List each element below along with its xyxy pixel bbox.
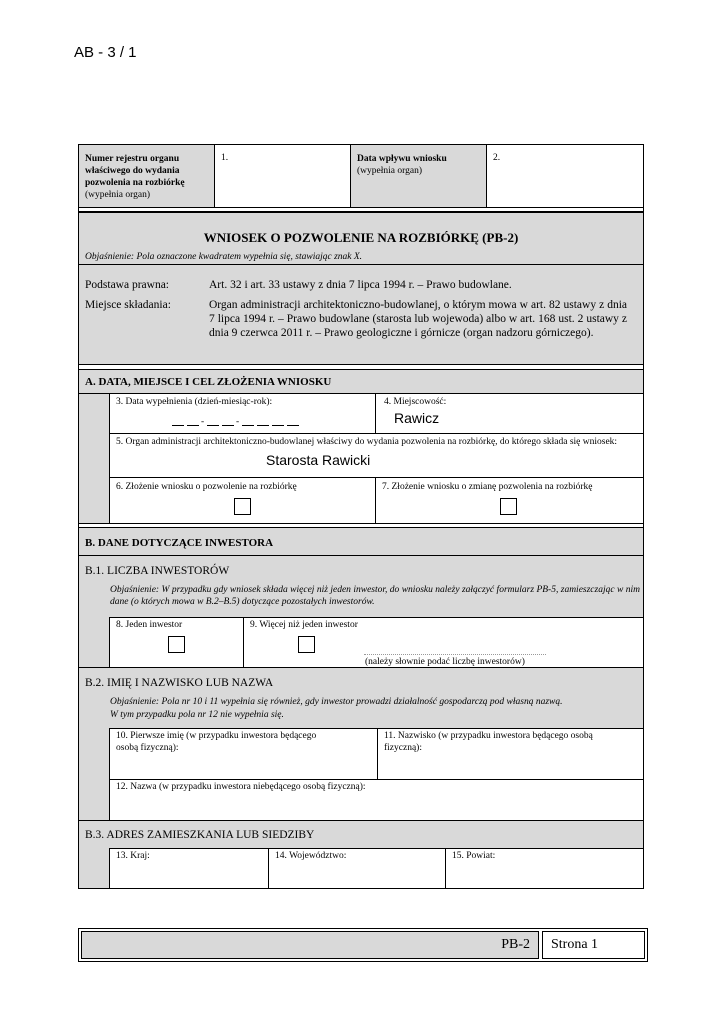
organ-field[interactable] [110,434,643,478]
registry-number-label-cell [79,145,215,208]
b3-block [79,820,643,848]
form-explanation: Objaśnienie: Pola oznaczone kwadratem wypełnia się, stawiając znak X. [85,252,363,262]
country-label: 13. Kraj: [116,851,150,861]
org-name-field[interactable] [110,780,643,820]
fill-date-field[interactable]: 3. Data wypełnienia (dzień-miesiąc-rok): - - [110,394,376,434]
footer-page-label: Strona 1 [551,937,599,952]
b2-block [79,667,643,728]
b3-margin [79,848,110,888]
form-title: WNIOSEK O POZWOLENIE NA ROZBIÓRKĘ (PB-2) [203,230,519,245]
receipt-date-note: (wypełnia organ) [357,166,422,176]
org-name-label: 12. Nazwa (w przypadku inwestora niebędącego osobą fizyczną): [116,782,366,792]
locality-label: 4. Miejscowość: [384,397,447,407]
investor-one-label: 8. Jeden inwestor [116,620,183,630]
investor-many-cell [244,617,643,667]
registry-number-note: (wypełnia organ) [85,190,150,200]
section-a-header [79,369,643,394]
section-a-margin [79,394,110,523]
last-name-field[interactable] [378,728,643,780]
footer-page-cell [542,931,645,959]
registry-number-field[interactable] [215,145,351,208]
organ-label: 5. Organ administracji architektoniczno-budowlanej właściwy do wydania pozwolenia na rozbiórkę, do którego składa się wniosek: [116,437,618,447]
voivodeship-field[interactable] [269,848,446,888]
option-7-checkbox[interactable] [500,498,517,515]
option-7-cell [376,478,643,523]
county-label: 15. Powiat: [452,851,496,861]
field-2-number: 2. [493,153,501,163]
title-block [79,212,643,265]
country-field[interactable] [110,848,269,888]
legal-basis-block [79,265,643,365]
b3-title: B.3. ADRES ZAMIESZKANIA LUB SIEDZIBY [85,829,315,841]
locality-field[interactable] [376,394,643,434]
section-a-title: A. DATA, MIEJSCE I CEL ZŁOŻENIA WNIOSKU [85,376,332,388]
option-7-label: 7. Złożenie wniosku o zmianę pozwolenia na rozbiórkę [382,482,593,492]
b1-title: B.1. LICZBA INWESTORÓW [85,565,230,577]
county-field[interactable] [446,848,643,888]
option-6-checkbox[interactable] [234,498,251,515]
place-text: Organ administracji architektoniczno-budowlanej, o którym mowa w art. 82 ustawy z dnia 7 lipca 1994 r. – Prawo budowlane (starosta lub wojewoda) albo w art. 168 ust. 2 ustawy z dnia 9 czerwca 2011 r. – Prawo geologiczne i górnicze (organ nadzoru górniczego). [209,299,627,339]
legal-basis-text: Art. 32 i art. 33 ustawy z dnia 7 lipca 1994 r. – Prawo budowlane. [209,279,512,291]
b1-note: Objaśnienie: W przypadku gdy wniosek składa więcej niż jeden inwestor, do wniosku należy załączyć formularz PB-5, zamieszczając w nim dane (o których mowa w B.2–B.5) dotyczące pozostałych inwestorów. [110,585,640,607]
last-name-label: 11. Nazwisko (w przypadku inwestora będącego osobą fizyczną): [384,731,593,753]
receipt-date-label-cell [351,145,487,208]
investor-count-note: (należy słownie podać liczbę inwestorów) [365,657,525,667]
place-label: Miejsce składania: [85,299,171,311]
receipt-date-field[interactable] [487,145,643,208]
legal-basis-label: Podstawa prawna: [85,279,169,291]
locality-value: Rawicz [394,410,440,426]
b1-margin [79,617,110,667]
section-b-title: B. DANE DOTYCZĄCE INWESTORA [85,537,274,549]
investor-count-input[interactable] [364,654,546,655]
first-name-field[interactable] [110,728,378,780]
investor-many-label: 9. Więcej niż jeden inwestor [250,620,358,630]
organ-value: Starosta Rawicki [266,452,371,468]
registry-number-label: Numer rejestru organu właściwego do wydania pozwolenia na rozbiórkę [85,154,185,188]
b2-title: B.2. IMIĘ I NAZWISKO LUB NAZWA [85,677,274,689]
receipt-date-label: Data wpływu wniosku [357,154,447,164]
first-name-label: 10. Pierwsze imię (w przypadku inwestora będącego osobą fizyczną): [116,731,317,753]
investor-many-checkbox[interactable] [298,636,315,653]
option-6-cell [110,478,376,523]
document-code: AB - 3 / 1 [74,44,137,61]
b2-note-line1: Objaśnienie: Pola nr 10 i 11 wypełnia się również, gdy inwestor prowadzi działalność gospodarczą pod własną nazwą. [110,697,563,707]
option-6-label: 6. Złożenie wniosku o pozwolenie na rozbiórkę [116,482,297,492]
b2-note-line2: W tym przypadku pola nr 12 nie wypełnia się. [110,710,284,720]
footer-form-code-cell [81,931,539,959]
investor-one-cell [110,617,244,667]
b2-margin [79,728,110,820]
field-1-number: 1. [221,153,229,163]
section-b-header [79,527,643,556]
footer-form-code: PB-2 [501,937,530,952]
fill-date-label: 3. Data wypełnienia (dzień-miesiąc-rok): [116,397,273,407]
b1-block [79,556,643,617]
investor-one-checkbox[interactable] [168,636,185,653]
voivodeship-label: 14. Województwo: [275,851,347,861]
